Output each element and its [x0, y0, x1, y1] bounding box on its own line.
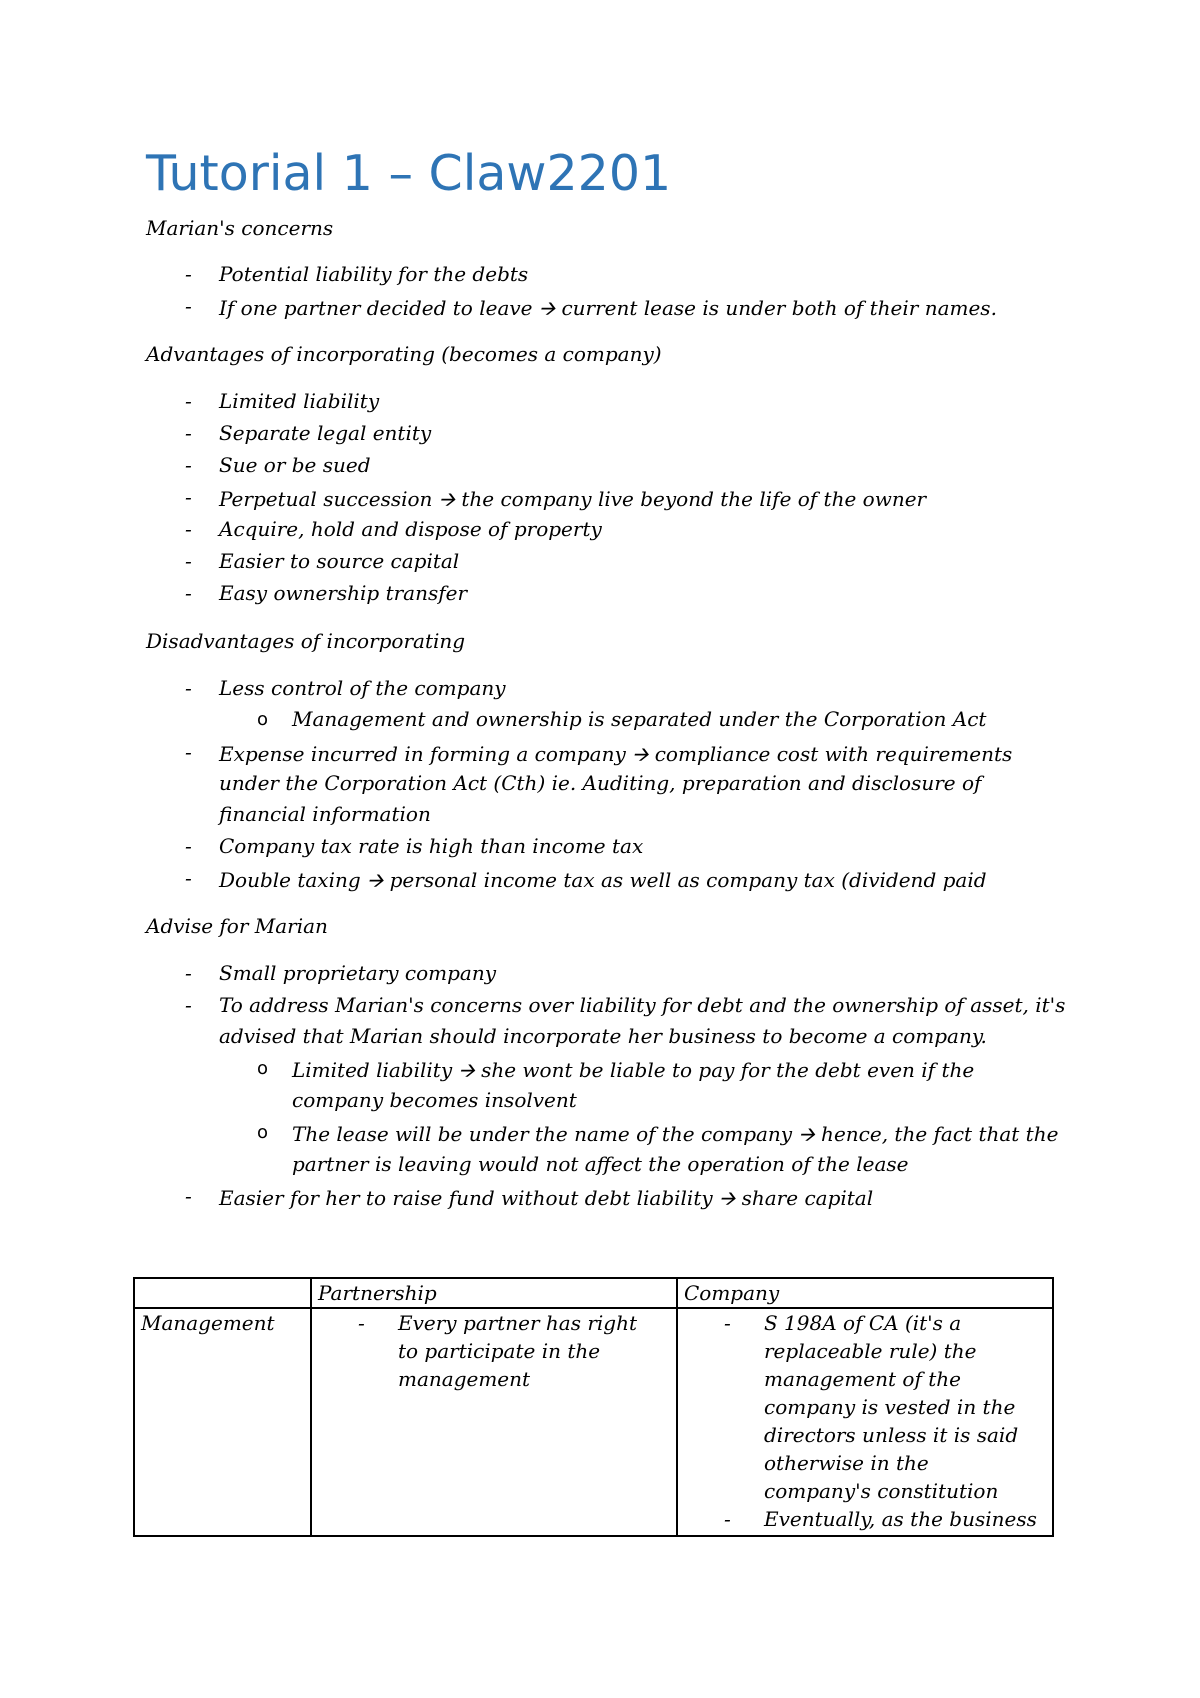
- bullet-dash: -: [185, 421, 192, 445]
- comparison-table: [133, 1277, 1054, 1537]
- bullet-dash: -: [724, 1507, 731, 1531]
- list-item: Potential liability for the debts: [219, 262, 529, 286]
- list-item: Easier for her to raise fund without debt liability 🡪 share capital: [219, 1186, 874, 1210]
- bullet-dash: -: [185, 961, 192, 985]
- bullet-dash: -: [185, 453, 192, 477]
- bullet-dash: -: [185, 581, 192, 605]
- list-item-continuation: advised that Marian should incorporate her business to become a company.: [219, 1024, 987, 1048]
- row-label-text: Management: [141, 1311, 275, 1335]
- cell-list-item: Eventually, as the business: [764, 1507, 1037, 1531]
- bullet-dash: -: [185, 866, 192, 890]
- table-header-row: [134, 1278, 1053, 1308]
- table-row-label: [134, 1308, 311, 1536]
- bullet-dash: -: [724, 1311, 731, 1335]
- bullet-dash: -: [185, 485, 192, 509]
- table-header-cell: Company: [677, 1278, 1053, 1308]
- bullet-dash: -: [185, 676, 192, 700]
- sub-list-item-continuation: company becomes insolvent: [292, 1088, 577, 1112]
- list-item: Small proprietary company: [219, 961, 497, 985]
- sub-bullet: o: [257, 709, 269, 730]
- list-item: Expense incurred in forming a company 🡪 compliance cost with requirements: [219, 742, 1013, 766]
- cell-list-item: S 198A of CA (it's a replaceable rule) the management of the company is vested in the directors unless it is said otherwise in the company's constitution: [764, 1311, 1019, 1503]
- section-heading-concerns: Marian's concerns: [146, 216, 334, 240]
- document-title: Tutorial 1 – Claw2201: [146, 145, 672, 202]
- sub-bullet: o: [257, 1122, 269, 1143]
- sub-list-item: The lease will be under the name of the company 🡪 hence, the fact that the: [292, 1122, 1059, 1146]
- section-heading-advise: Advise for Marian: [146, 914, 328, 938]
- table-header-cell: Partnership: [311, 1278, 677, 1308]
- list-item: Easier to source capital: [219, 549, 460, 573]
- list-item: Separate legal entity: [219, 421, 432, 445]
- list-item: Perpetual succession 🡪 the company live beyond the life of the owner: [219, 487, 927, 511]
- sub-list-item: Limited liability 🡪 she wont be liable to pay for the debt even if the: [292, 1058, 975, 1082]
- cell-list-item: Every partner has right to participate in the management: [398, 1311, 638, 1391]
- section-heading-advantages: Advantages of incorporating (becomes a company): [146, 342, 662, 366]
- table-cell-company: [677, 1308, 1053, 1536]
- table-header-cell: [134, 1278, 311, 1308]
- table-row: [134, 1308, 1053, 1536]
- list-item: If one partner decided to leave 🡪 current lease is under both of their names.: [219, 296, 997, 320]
- bullet-dash: -: [185, 834, 192, 858]
- list-item: Sue or be sued: [219, 453, 371, 477]
- list-item: Limited liability: [219, 389, 380, 413]
- table-cell-partnership: [311, 1308, 677, 1536]
- bullet-dash: -: [185, 389, 192, 413]
- sub-list-item: Management and ownership is separated under the Corporation Act: [292, 707, 987, 731]
- list-item: Less control of the company: [219, 676, 506, 700]
- bullet-dash: -: [185, 993, 192, 1017]
- section-heading-disadvantages: Disadvantages of incorporating: [146, 629, 466, 653]
- list-item: Double taxing 🡪 personal income tax as well as company tax (dividend paid: [219, 868, 987, 892]
- bullet-dash: -: [185, 549, 192, 573]
- list-item: To address Marian's concerns over liability for debt and the ownership of asset, it's: [219, 993, 1066, 1017]
- sub-list-item-continuation: partner is leaving would not affect the operation of the lease: [292, 1152, 909, 1176]
- bullet-dash: -: [358, 1311, 365, 1335]
- bullet-dash: -: [185, 517, 192, 541]
- list-item-continuation: under the Corporation Act (Cth) ie. Auditing, preparation and disclosure of: [219, 771, 982, 795]
- list-item-continuation: financial information: [219, 802, 431, 826]
- list-item: Company tax rate is high than income tax: [219, 834, 644, 858]
- list-item: Easy ownership transfer: [219, 581, 468, 605]
- bullet-dash: -: [185, 262, 192, 286]
- sub-bullet: o: [257, 1058, 269, 1079]
- bullet-dash: -: [185, 740, 192, 764]
- bullet-dash: -: [185, 1184, 192, 1208]
- list-item: Acquire, hold and dispose of property: [219, 517, 602, 541]
- bullet-dash: -: [185, 294, 192, 318]
